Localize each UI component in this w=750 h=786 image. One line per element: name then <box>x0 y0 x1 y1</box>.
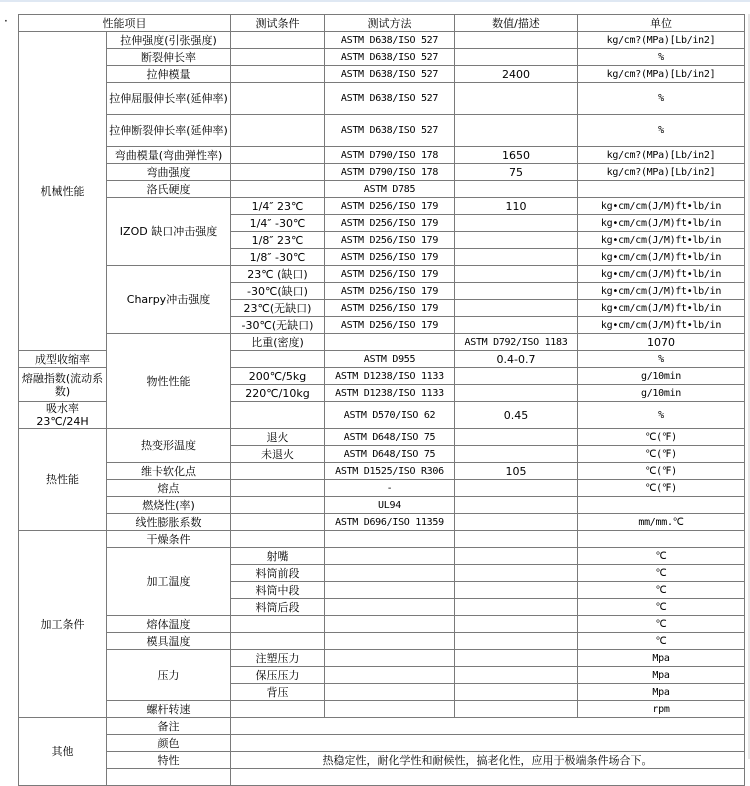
test-method-cell: ASTM D570/ISO 62 <box>325 402 455 429</box>
unit-cell: Mpa <box>578 684 745 701</box>
unit-cell: kg•cm/cm(J/M)ft•lb/in <box>578 317 745 334</box>
table-cell <box>325 650 455 667</box>
table-cell: IZOD 缺口冲击强度 <box>107 198 231 266</box>
test-method-cell: ASTM D1525/ISO R306 <box>325 463 455 480</box>
test-method-cell: ASTM D638/ISO 527 <box>325 115 455 147</box>
test-method-cell: ASTM D696/ISO 11359 <box>325 514 455 531</box>
table-cell: 220℃/10kg <box>231 385 325 402</box>
table-cell <box>231 351 325 368</box>
unit-cell: kg•cm/cm(J/M)ft•lb/in <box>578 283 745 300</box>
table-cell <box>455 633 578 650</box>
table-cell: 螺杆转速 <box>107 701 231 718</box>
table-cell <box>455 531 578 548</box>
test-method-cell: ASTM D790/ISO 178 <box>325 147 455 164</box>
table-cell: 燃烧性(率) <box>107 497 231 514</box>
table-cell: 退火 <box>231 429 325 446</box>
table-cell <box>455 266 578 283</box>
table-cell <box>231 531 325 548</box>
table-row <box>19 514 745 531</box>
table-cell <box>231 147 325 164</box>
unit-cell: mm/mm.℃ <box>578 514 745 531</box>
table-cell: 洛氏硬度 <box>107 181 231 198</box>
table-cell <box>455 446 578 463</box>
table-row <box>19 181 745 198</box>
test-method-cell: ASTM D648/ISO 75 <box>325 446 455 463</box>
table-cell: 热变形温度 <box>107 429 231 463</box>
table-cell <box>325 582 455 599</box>
table-cell <box>107 769 231 786</box>
table-cell <box>325 684 455 701</box>
test-method-cell: ASTM D1238/ISO 1133 <box>325 385 455 402</box>
table-cell: 熔点 <box>107 480 231 497</box>
table-cell <box>231 32 325 49</box>
test-method-cell: ASTM D256/ISO 179 <box>325 266 455 283</box>
table-cell <box>231 514 325 531</box>
table-cell: 熔体温度 <box>107 616 231 633</box>
header-unit: 单位 <box>578 15 745 32</box>
unit-cell: kg•cm/cm(J/M)ft•lb/in <box>578 215 745 232</box>
unit-cell: ℃ <box>578 599 745 616</box>
table-cell <box>231 66 325 83</box>
table-cell: 23℃(无缺口) <box>231 300 325 317</box>
table-row <box>19 633 745 650</box>
category-cell: 其他 <box>19 718 107 786</box>
unit-cell: kg/cm?(MPa)[Lb/in2] <box>578 66 745 83</box>
table-cell <box>325 616 455 633</box>
table-cell: 23℃ (缺口) <box>231 266 325 283</box>
table-cell <box>231 735 745 752</box>
table-body <box>19 32 745 786</box>
table-cell <box>231 49 325 66</box>
unit-cell: g/10min <box>578 385 745 402</box>
table-cell <box>578 531 745 548</box>
table-cell <box>455 232 578 249</box>
unit-cell: g/10min <box>578 368 745 385</box>
table-cell: 拉伸断裂伸长率(延伸率) <box>107 115 231 147</box>
table-cell: 弯曲模量(弯曲弹性率) <box>107 147 231 164</box>
test-method-cell: ASTM D638/ISO 527 <box>325 83 455 115</box>
table-cell <box>231 701 325 718</box>
table-cell: 熔融指数(流动系数) <box>19 368 107 402</box>
table-row <box>19 83 745 115</box>
table-cell <box>455 599 578 616</box>
table-cell <box>231 769 745 786</box>
unit-cell: % <box>578 351 745 368</box>
table-cell: 压力 <box>107 650 231 701</box>
test-method-cell: ASTM D638/ISO 527 <box>325 49 455 66</box>
table-cell <box>455 317 578 334</box>
table-cell: 干燥条件 <box>107 531 231 548</box>
table-cell <box>231 181 325 198</box>
table-cell: 颜色 <box>107 735 231 752</box>
table-cell: 注塑压力 <box>231 650 325 667</box>
test-method-cell: ASTM D256/ISO 179 <box>325 215 455 232</box>
table-cell: 背压 <box>231 684 325 701</box>
table-row <box>19 32 745 49</box>
table-row <box>19 548 745 565</box>
unit-cell: kg/cm?(MPa)[Lb/in2] <box>578 147 745 164</box>
table-cell <box>455 582 578 599</box>
table-row <box>19 334 745 351</box>
table-row <box>19 650 745 667</box>
table-cell: 射嘴 <box>231 548 325 565</box>
table-row <box>19 115 745 147</box>
table-cell <box>455 49 578 66</box>
header-property: 性能项目 <box>19 15 231 32</box>
test-method-cell: UL94 <box>325 497 455 514</box>
table-cell <box>455 701 578 718</box>
unit-cell: ℃(℉) <box>578 446 745 463</box>
table-cell <box>455 497 578 514</box>
table-row <box>19 701 745 718</box>
test-method-cell: ASTM D638/ISO 527 <box>325 66 455 83</box>
table-cell: 特性 <box>107 752 231 769</box>
test-method-cell: ASTM D256/ISO 179 <box>325 249 455 266</box>
header-condition: 测试条件 <box>231 15 325 32</box>
table-cell <box>231 480 325 497</box>
table-cell: 拉伸屈服伸长率(延伸率) <box>107 83 231 115</box>
table-cell <box>455 667 578 684</box>
test-method-cell: ASTM D256/ISO 179 <box>325 300 455 317</box>
test-method-cell: ASTM D1238/ISO 1133 <box>325 368 455 385</box>
unit-cell: ℃(℉) <box>578 429 745 446</box>
table-cell: 110 <box>455 198 578 215</box>
unit-cell: kg/cm?(MPa)[Lb/in2] <box>578 32 745 49</box>
unit-cell: % <box>578 115 745 147</box>
table-cell: 弯曲强度 <box>107 164 231 181</box>
table-cell <box>231 115 325 147</box>
table-cell: 备注 <box>107 718 231 735</box>
table-cell: 吸水率 23℃/24H <box>19 402 107 429</box>
unit-cell: kg•cm/cm(J/M)ft•lb/in <box>578 198 745 215</box>
unit-cell: ℃ <box>578 616 745 633</box>
table-cell: 维卡软化点 <box>107 463 231 480</box>
table-cell <box>455 385 578 402</box>
table-row <box>19 164 745 181</box>
table-cell: 比重(密度) <box>231 334 325 351</box>
table-row <box>19 49 745 66</box>
table-cell <box>325 548 455 565</box>
unit-cell: kg•cm/cm(J/M)ft•lb/in <box>578 266 745 283</box>
table-cell <box>455 429 578 446</box>
table-cell <box>325 599 455 616</box>
unit-cell: % <box>578 49 745 66</box>
table-row <box>19 66 745 83</box>
table-row <box>19 147 745 164</box>
unit-cell: ℃(℉) <box>578 480 745 497</box>
table-cell <box>455 300 578 317</box>
table-row <box>19 769 745 786</box>
table-cell <box>455 548 578 565</box>
table-cell: 75 <box>455 164 578 181</box>
table-row <box>19 752 745 769</box>
unit-cell: ℃ <box>578 548 745 565</box>
table-cell: 1/4″ 23℃ <box>231 198 325 215</box>
table-cell: 拉伸强度(引张强度) <box>107 32 231 49</box>
table-cell <box>231 497 325 514</box>
table-cell: 200℃/5kg <box>231 368 325 385</box>
table-cell <box>325 667 455 684</box>
table-cell <box>455 249 578 266</box>
table-cell: -30℃(缺口) <box>231 283 325 300</box>
category-cell: 物性性能 <box>107 334 231 429</box>
category-cell: 热性能 <box>19 429 107 531</box>
table-row <box>19 266 745 283</box>
unit-cell: % <box>578 83 745 115</box>
table-cell: -30℃(无缺口) <box>231 317 325 334</box>
table-cell <box>455 215 578 232</box>
table-cell: 热稳定性，耐化学性和耐候性，搞老化性，应用于极端条件场合下。 <box>231 752 745 769</box>
table-cell: 0.45 <box>455 402 578 429</box>
table-cell: 1/8″ -30℃ <box>231 249 325 266</box>
table-cell: 2400 <box>455 66 578 83</box>
test-method-cell: ASTM D256/ISO 179 <box>325 283 455 300</box>
table-cell <box>455 565 578 582</box>
unit-cell: ℃(℉) <box>578 463 745 480</box>
header-value: 数值/描述 <box>455 15 578 32</box>
table-cell: 成型收缩率 <box>19 351 107 368</box>
table-cell <box>578 497 745 514</box>
table-cell <box>325 334 455 351</box>
table-cell: 线性膨胀系数 <box>107 514 231 531</box>
table-cell: 1070 <box>578 334 745 351</box>
table-cell: 料筒前段 <box>231 565 325 582</box>
unit-cell: ℃ <box>578 582 745 599</box>
category-cell: 加工条件 <box>19 531 107 718</box>
table-cell: 模具温度 <box>107 633 231 650</box>
table-cell: 料筒后段 <box>231 599 325 616</box>
table-cell <box>455 616 578 633</box>
table-cell: 0.4-0.7 <box>455 351 578 368</box>
table-cell <box>455 83 578 115</box>
test-method-cell: ASTM D955 <box>325 351 455 368</box>
unit-cell: kg/cm?(MPa)[Lb/in2] <box>578 164 745 181</box>
header-method: 测试方法 <box>325 15 455 32</box>
table-cell <box>325 701 455 718</box>
table-row <box>19 198 745 215</box>
table-cell <box>231 463 325 480</box>
table-cell: 拉伸模量 <box>107 66 231 83</box>
test-method-cell: ASTM D790/ISO 178 <box>325 164 455 181</box>
table-cell <box>325 531 455 548</box>
unit-cell: kg•cm/cm(J/M)ft•lb/in <box>578 232 745 249</box>
table-row <box>19 735 745 752</box>
table-cell <box>231 718 745 735</box>
table-cell <box>455 684 578 701</box>
table-cell: 1/4″ -30℃ <box>231 215 325 232</box>
unit-cell: rpm <box>578 701 745 718</box>
table-row <box>19 718 745 735</box>
table-cell <box>231 402 325 429</box>
table-cell <box>455 181 578 198</box>
table-row <box>19 616 745 633</box>
table-cell <box>455 32 578 49</box>
table-row <box>19 497 745 514</box>
table-header-row <box>19 15 745 32</box>
table-cell: 加工温度 <box>107 548 231 616</box>
test-method-cell: ASTM D785 <box>325 181 455 198</box>
unit-cell: % <box>578 402 745 429</box>
table-cell: 1650 <box>455 147 578 164</box>
test-method-cell: ASTM D256/ISO 179 <box>325 317 455 334</box>
table-cell <box>455 368 578 385</box>
table-cell <box>455 480 578 497</box>
table-row <box>19 463 745 480</box>
unit-cell: kg•cm/cm(J/M)ft•lb/in <box>578 249 745 266</box>
table-cell <box>455 514 578 531</box>
list-bullet: · <box>4 14 8 28</box>
unit-cell: Mpa <box>578 667 745 684</box>
test-method-cell: ASTM D638/ISO 527 <box>325 32 455 49</box>
test-method-cell: - <box>325 480 455 497</box>
table-cell <box>455 283 578 300</box>
table-cell <box>578 181 745 198</box>
top-edge-bar <box>0 0 750 2</box>
table-cell: Charpy冲击强度 <box>107 266 231 334</box>
table-cell <box>455 650 578 667</box>
table-row <box>19 531 745 548</box>
table-cell <box>455 115 578 147</box>
table-cell: 1/8″ 23℃ <box>231 232 325 249</box>
table-cell <box>231 164 325 181</box>
table-cell <box>325 633 455 650</box>
table-cell: 保压压力 <box>231 667 325 684</box>
test-method-cell: ASTM D256/ISO 179 <box>325 232 455 249</box>
unit-cell: ℃ <box>578 565 745 582</box>
unit-cell: kg•cm/cm(J/M)ft•lb/in <box>578 300 745 317</box>
test-method-cell: ASTM D648/ISO 75 <box>325 429 455 446</box>
table-cell: 未退火 <box>231 446 325 463</box>
table-cell <box>325 565 455 582</box>
table-cell <box>231 633 325 650</box>
table-cell: 料筒中段 <box>231 582 325 599</box>
table-cell: 断裂伸长率 <box>107 49 231 66</box>
unit-cell: ℃ <box>578 633 745 650</box>
material-properties-table <box>18 14 745 786</box>
test-method-cell: ASTM D792/ISO 1183 <box>455 334 578 351</box>
table-row <box>19 429 745 446</box>
test-method-cell: ASTM D256/ISO 179 <box>325 198 455 215</box>
unit-cell: Mpa <box>578 650 745 667</box>
table-row <box>19 480 745 497</box>
category-cell: 机械性能 <box>19 32 107 351</box>
table-cell <box>231 616 325 633</box>
table-cell: 105 <box>455 463 578 480</box>
table-cell <box>231 83 325 115</box>
